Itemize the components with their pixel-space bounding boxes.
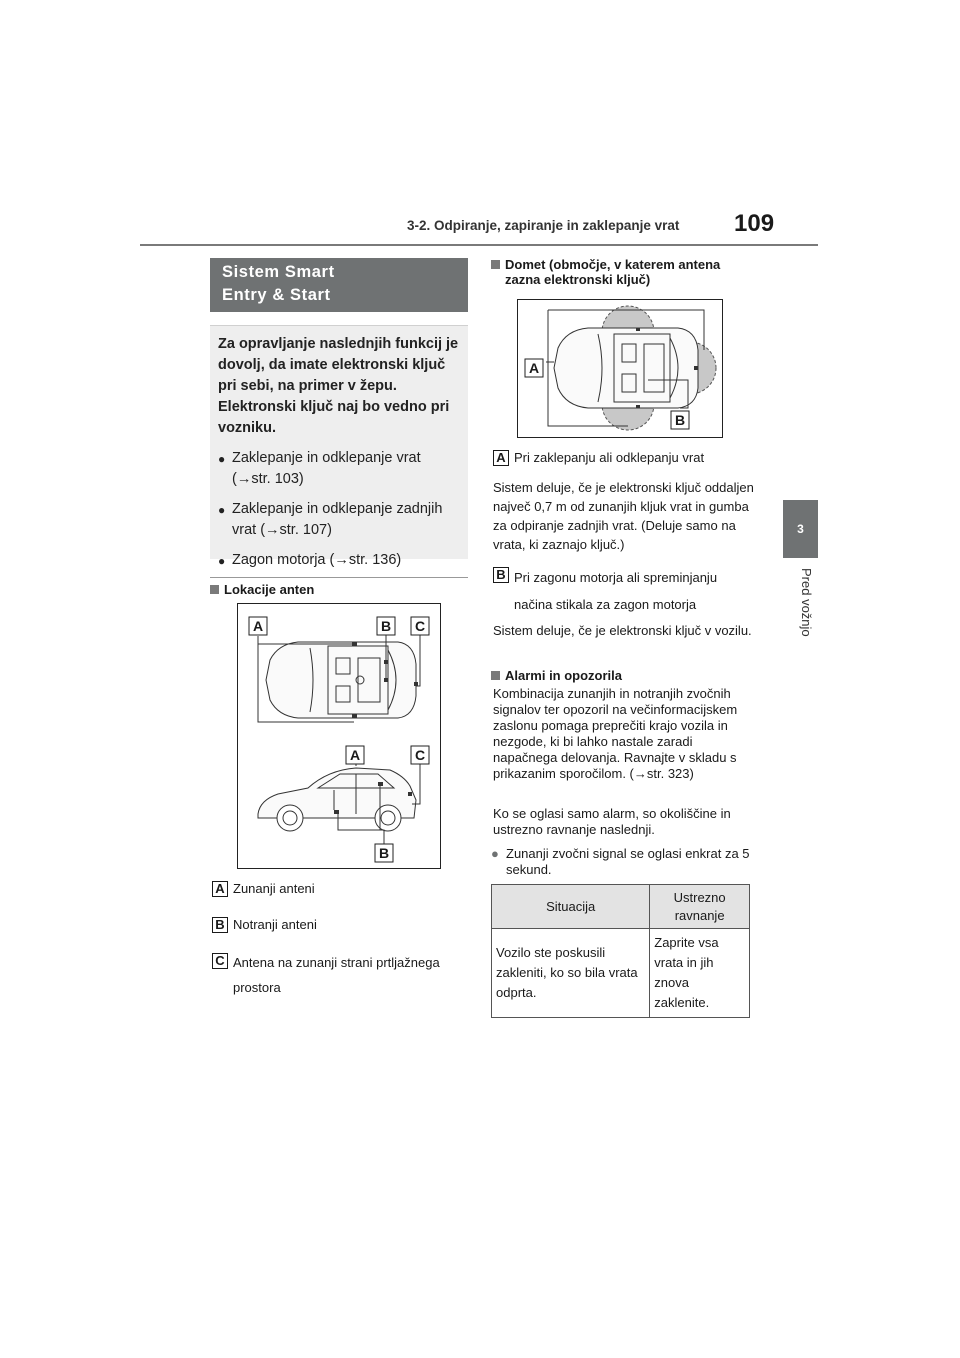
legend-item-c: C Antena na zunanji strani prtljažnega prostora xyxy=(212,950,468,1000)
alarms-note: Ko se oglasi samo alarm, so okoliščine in ustrezno ravnanje naslednji. xyxy=(493,806,731,837)
bullet-icon: ● xyxy=(218,503,226,517)
table-cell-situation: Vozilo ste poskusili zakleniti, ko so bila vrata odprta. xyxy=(492,929,650,1018)
chapter-number: 3 xyxy=(797,522,804,536)
callout-c-top: C xyxy=(415,618,426,634)
legend-item-b: B Notranji anteni xyxy=(212,914,468,936)
intro-box xyxy=(210,325,468,568)
header-rule xyxy=(140,244,818,246)
legend-item-a: A Zunanji anteni xyxy=(212,878,468,900)
range-callout-a: A xyxy=(529,360,540,376)
list-item xyxy=(218,448,460,490)
alarms-heading: Alarmi in opozorila xyxy=(491,668,753,683)
table-header-row xyxy=(492,885,750,929)
callout-b-side: B xyxy=(379,845,390,861)
alarms-bullet: ● Zunanji zvočni signal se oglasi enkrat za 5 sekund. xyxy=(491,846,750,877)
callout-c-side: C xyxy=(415,747,426,763)
letter-badge-b: B xyxy=(212,917,228,933)
square-bullet-icon xyxy=(491,260,500,269)
running-header-title: 3-2. Odpiranje, zapiranje in zaklepanje vrat xyxy=(407,218,680,233)
bullet-text: Zaklepanje in odklepanje vrat (→str. 103) xyxy=(232,450,421,487)
page-number: 109 xyxy=(734,210,775,237)
table-header-action: Ustrezno ravnanje xyxy=(650,885,750,929)
range-legend-b: B Pri zagonu motorja ali spreminjanju načina stikala za zagon motorja xyxy=(493,564,755,618)
range-a-body: Sistem deluje, če je elektronski ključ oddaljen največ 0,7 m od zunanjih kljuk vrat in gumba za odpiranje zadnjih vrat. (Deluje samo na vrata, ki zaznajo ključ.) xyxy=(493,480,754,552)
divider xyxy=(210,577,468,578)
range-figure xyxy=(517,299,723,438)
letter-badge-c: C xyxy=(212,953,228,969)
chapter-tab xyxy=(783,500,818,558)
bullet-icon: ● xyxy=(218,554,226,568)
table-header-situation: Situacija xyxy=(492,885,650,929)
callout-a-side: A xyxy=(350,747,361,763)
antenna-heading: Lokacije anten xyxy=(210,582,468,597)
table-cell-action: Zaprite vsa vrata in jih znova zaklenite. xyxy=(650,929,750,1018)
chapter-label: Pred vožnjo xyxy=(799,568,814,637)
callout-b-top: B xyxy=(381,618,392,634)
bullet-text: Zaklepanje in odklepanje zadnjih vrat (→str. 107) xyxy=(232,501,443,538)
list-item xyxy=(218,550,460,572)
intro-text: Za opravljanje naslednjih funkcij je dovolj, da imate elektronski ključ pri sebi, na primer v žepu. Elektronski ključ naj bo vedno pri vozniku. xyxy=(218,336,459,436)
situation-table xyxy=(491,884,750,1018)
bullet-icon: ● xyxy=(218,452,226,466)
range-heading: Domet (območje, v katerem antena zazna elektronski ključ) xyxy=(491,257,753,287)
callout-a-top: A xyxy=(253,618,264,634)
letter-badge-b: B xyxy=(493,567,509,583)
antenna-location-figure xyxy=(237,603,441,869)
range-callout-b: B xyxy=(675,412,686,428)
table-row xyxy=(492,929,750,1018)
range-legend-a: A Pri zaklepanju ali odklepanju vrat xyxy=(493,447,755,469)
list-item xyxy=(218,499,460,541)
section-title xyxy=(210,258,468,312)
section-title-line2: Entry & Start xyxy=(222,286,331,304)
range-b-body: Sistem deluje, če je elektronski ključ v vozilu. xyxy=(493,623,752,638)
alarms-body: Kombinacija zunanjih in notranjih zvočnih signalov ter opozoril na večinformacijskem zaslonu pomaga preprečiti krajo vozila in nezgode, ki bi lahko nastale zaradi napačnega delovanja. Ravnajte v skladu s prikazanim sporočilom. (→str. 323) xyxy=(493,686,738,781)
square-bullet-icon xyxy=(210,585,219,594)
circle-bullet-icon: ● xyxy=(491,846,499,861)
section-title-line1: Sistem Smart xyxy=(222,263,335,281)
square-bullet-icon xyxy=(491,671,500,680)
letter-badge-a: A xyxy=(493,450,509,466)
letter-badge-a: A xyxy=(212,881,228,897)
bullet-text: Zagon motorja (→str. 136) xyxy=(232,552,402,568)
